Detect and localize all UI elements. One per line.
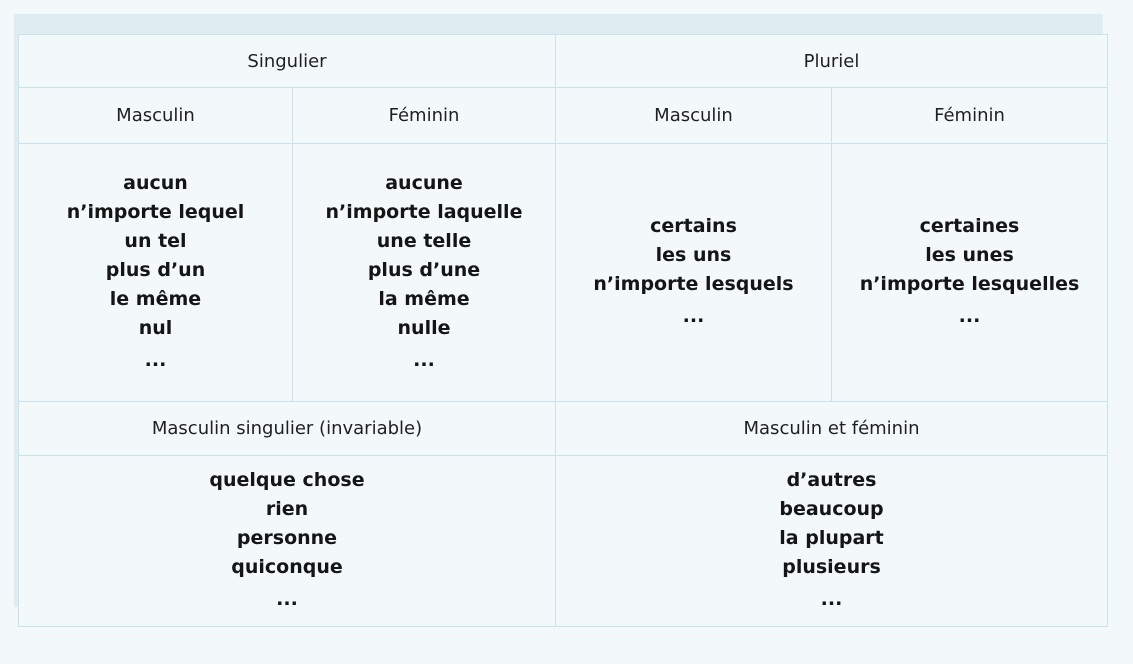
ellipsis: ...: [144, 348, 167, 371]
list-item: certaines: [919, 215, 1020, 238]
list-item: plus d’une: [367, 258, 481, 281]
ellipsis: ...: [276, 587, 298, 610]
subheader-pluriel-feminin: Féminin: [832, 88, 1108, 143]
lower-pronoun-row: [19, 455, 1108, 626]
ellipsis: ...: [958, 305, 981, 328]
list-item: les unes: [925, 244, 1014, 267]
header-singulier: Singulier: [19, 35, 556, 88]
cell-singulier-masculin: [19, 143, 293, 402]
list-item: n’importe lequel: [66, 200, 245, 223]
list-item: n’importe laquelle: [325, 200, 523, 223]
pronoun-row: [19, 143, 1108, 402]
list-item: nulle: [397, 316, 451, 339]
cell-pluriel-masculin: [556, 143, 832, 402]
subheader-row: [19, 88, 1108, 143]
cell-masculin-et-feminin: [556, 455, 1108, 626]
list-item: la plupart: [779, 526, 884, 549]
list-item: les uns: [655, 244, 732, 267]
cell-singulier-feminin: [293, 143, 556, 402]
list-item: personne: [236, 526, 338, 549]
list-item: quiconque: [231, 555, 343, 578]
header-masculin-et-feminin: Masculin et féminin: [556, 402, 1108, 455]
list-item: la même: [378, 287, 470, 310]
list-item: nul: [138, 316, 173, 339]
list-item: un tel: [124, 229, 187, 252]
subheader-singulier-masculin: Masculin: [19, 88, 293, 143]
subheader-pluriel-masculin: Masculin: [556, 88, 832, 143]
list-item: beaucoup: [779, 497, 884, 520]
ellipsis: ...: [682, 305, 705, 328]
list-item: aucun: [123, 171, 188, 194]
cell-pluriel-feminin: [832, 143, 1108, 402]
ellipsis: ...: [820, 587, 843, 610]
subheader-singulier-feminin: Féminin: [293, 88, 556, 143]
ellipsis: ...: [413, 348, 435, 371]
list-item: une telle: [376, 229, 472, 252]
cell-invariable: [19, 455, 556, 626]
header-masculin-singulier-invariable: Masculin singulier (invariable): [19, 402, 556, 455]
list-item: aucune: [385, 171, 463, 194]
list-item: certains: [650, 215, 737, 238]
list-item: n’importe lesquels: [593, 273, 794, 296]
list-item: le même: [109, 287, 202, 310]
pronoun-table-container: [18, 34, 1107, 627]
list-item: rien: [265, 497, 309, 520]
list-item: quelque chose: [209, 468, 365, 491]
list-item: n’importe lesquelles: [859, 273, 1080, 296]
list-item: d’autres: [786, 468, 877, 491]
list-item: plus d’un: [105, 258, 206, 281]
header-pluriel: Pluriel: [556, 35, 1108, 88]
list-item: plusieurs: [782, 555, 881, 578]
header-row: [19, 35, 1108, 88]
indefinite-pronouns-table: [18, 34, 1108, 627]
lower-header-row: [19, 402, 1108, 455]
